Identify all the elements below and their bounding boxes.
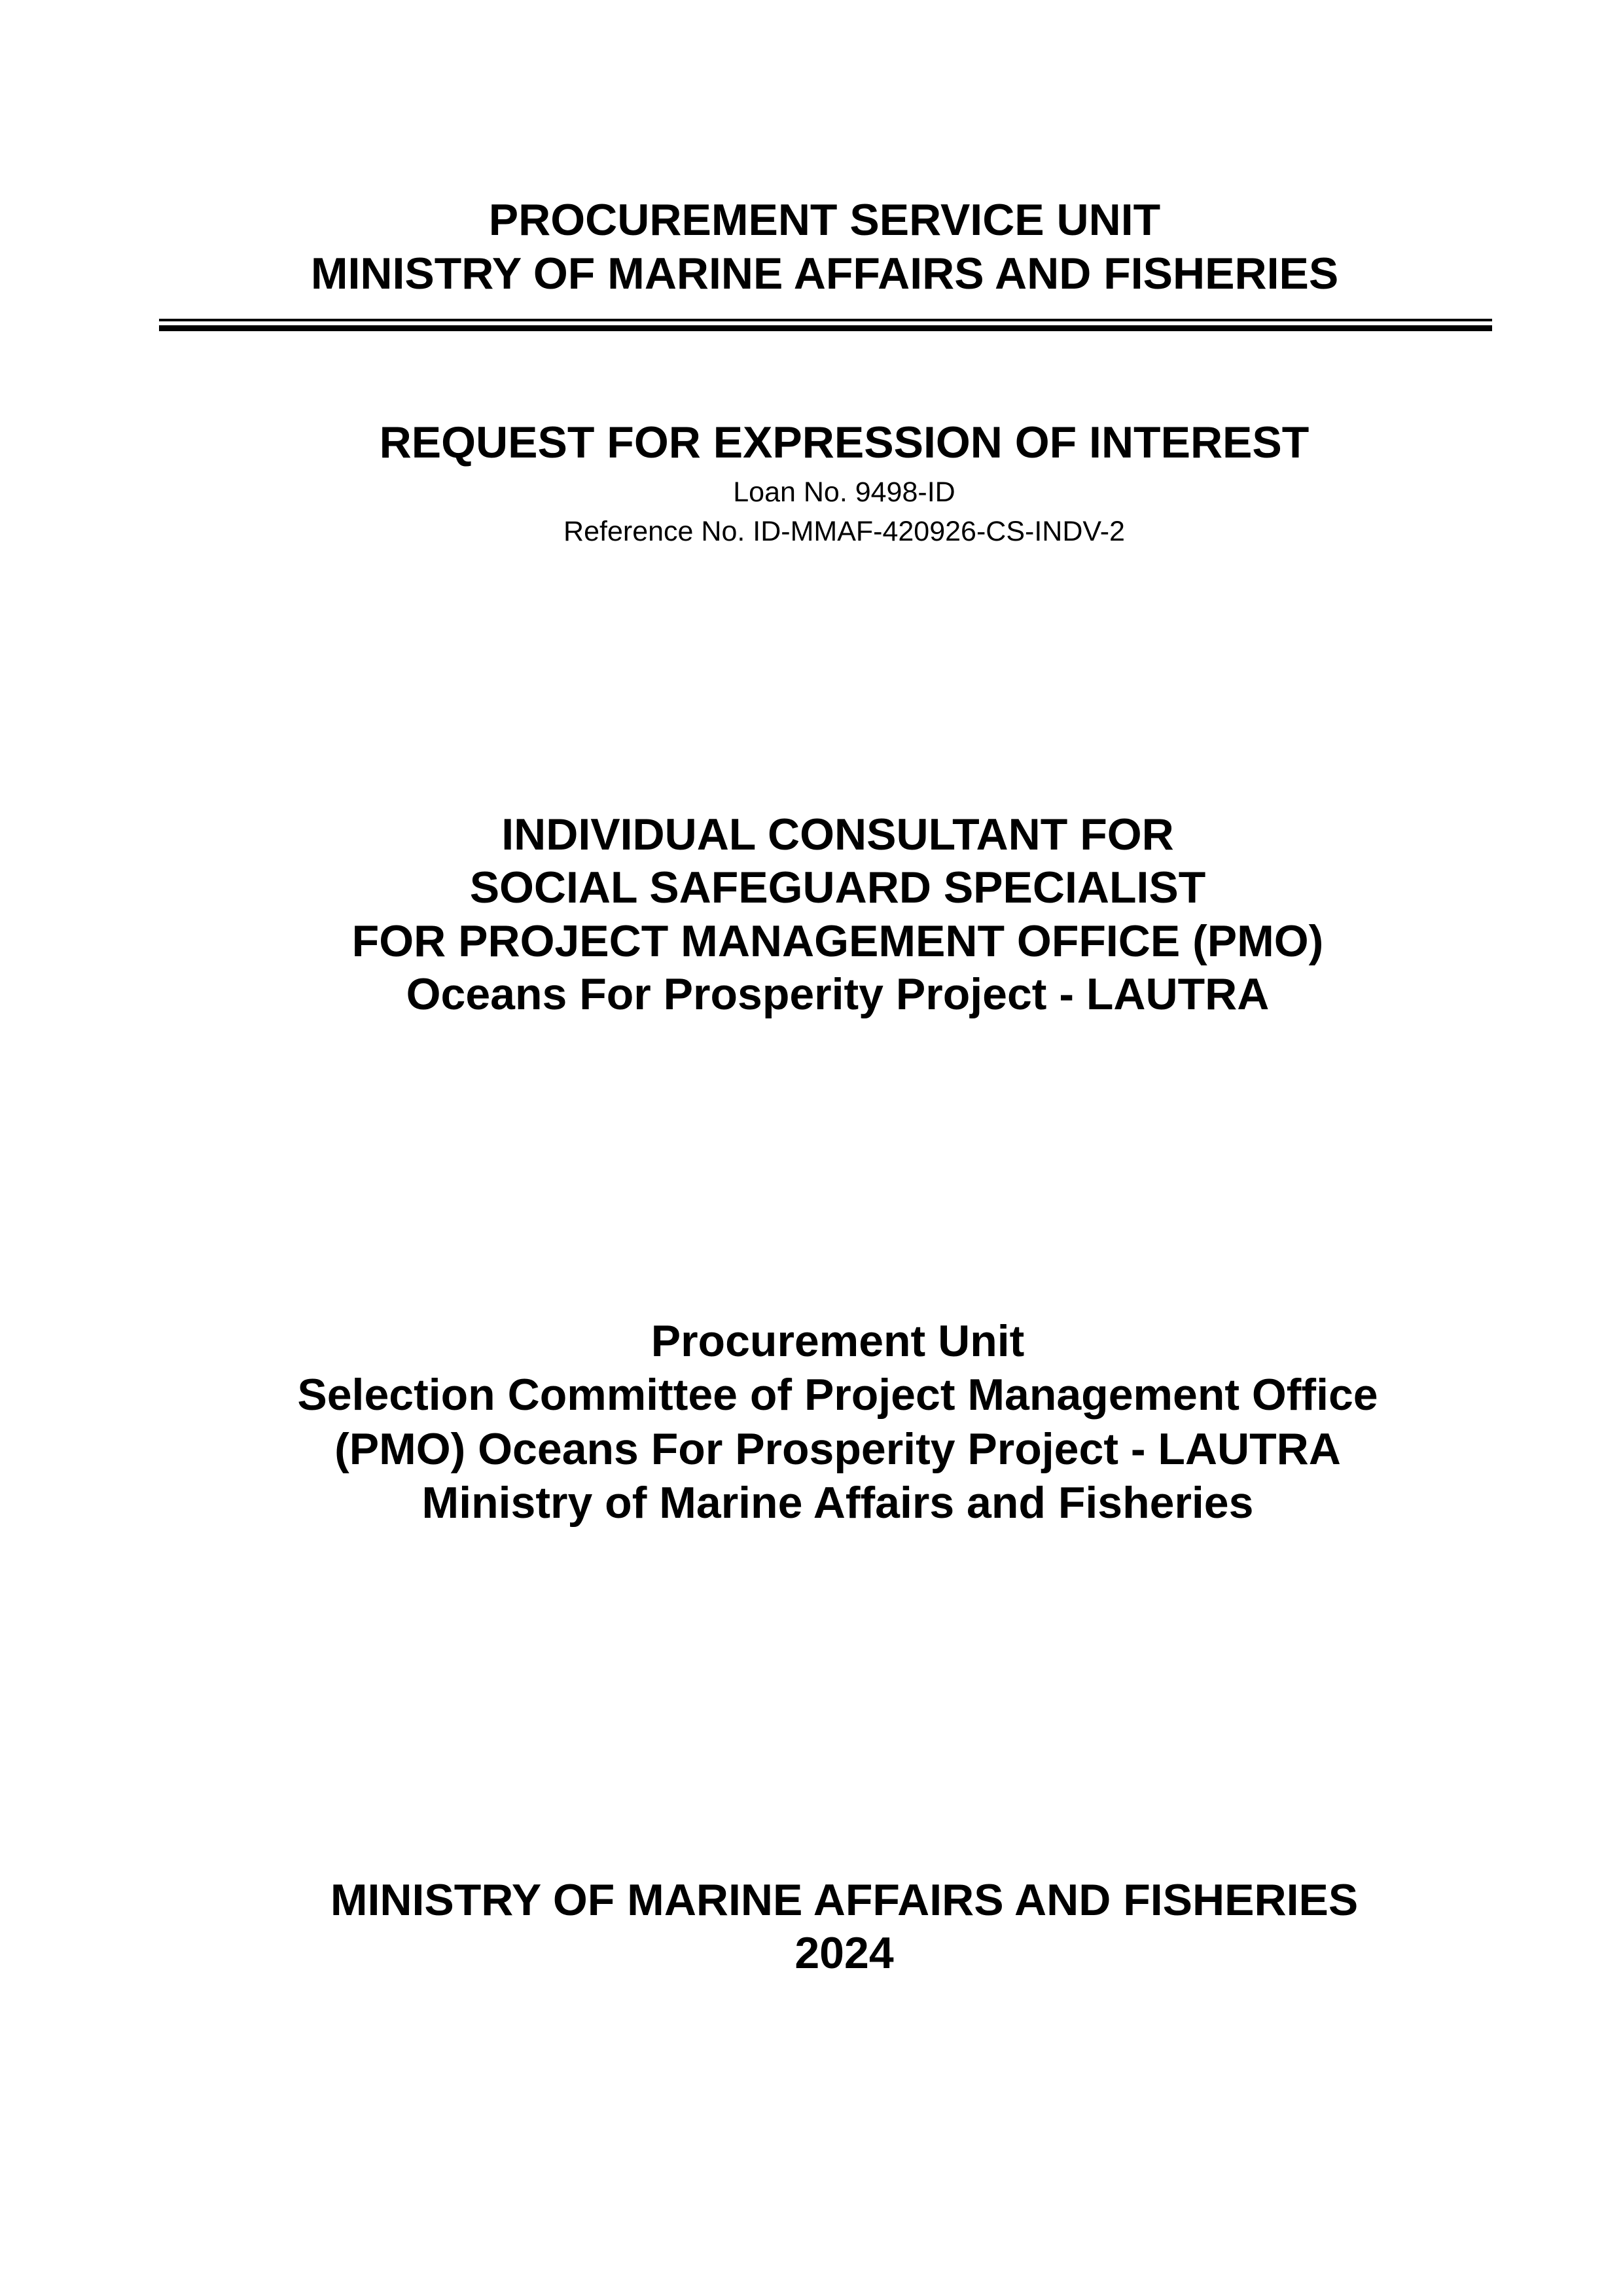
issuer-line: Procurement Unit — [651, 1316, 1025, 1366]
request-title: REQUEST FOR EXPRESSION OF INTEREST — [379, 418, 1310, 467]
header-divider-thin — [159, 319, 1492, 321]
footer-year: 2024 — [794, 1928, 894, 1978]
position-line: INDIVIDUAL CONSULTANT FOR — [501, 810, 1174, 859]
header-divider-thick — [159, 325, 1492, 331]
issuer-line: (PMO) Oceans For Prosperity Project - LAUTRA — [334, 1424, 1341, 1474]
footer-ministry: MINISTRY OF MARINE AFFAIRS AND FISHERIES — [330, 1875, 1359, 1925]
header-ministry-title: MINISTRY OF MARINE AFFAIRS AND FISHERIES — [310, 249, 1339, 298]
loan-number: Loan No. 9498-ID — [733, 476, 955, 508]
position-line: Oceans For Prosperity Project - LAUTRA — [406, 969, 1270, 1019]
issuer-line: Selection Committee of Project Management Office — [297, 1370, 1378, 1420]
issuer-line: Ministry of Marine Affairs and Fisheries — [421, 1478, 1254, 1528]
position-line: FOR PROJECT MANAGEMENT OFFICE (PMO) — [351, 916, 1324, 966]
reference-number: Reference No. ID-MMAF-420926-CS-INDV-2 — [563, 516, 1125, 547]
header-unit-title: PROCUREMENT SERVICE UNIT — [488, 195, 1161, 245]
position-line: SOCIAL SAFEGUARD SPECIALIST — [469, 863, 1206, 912]
